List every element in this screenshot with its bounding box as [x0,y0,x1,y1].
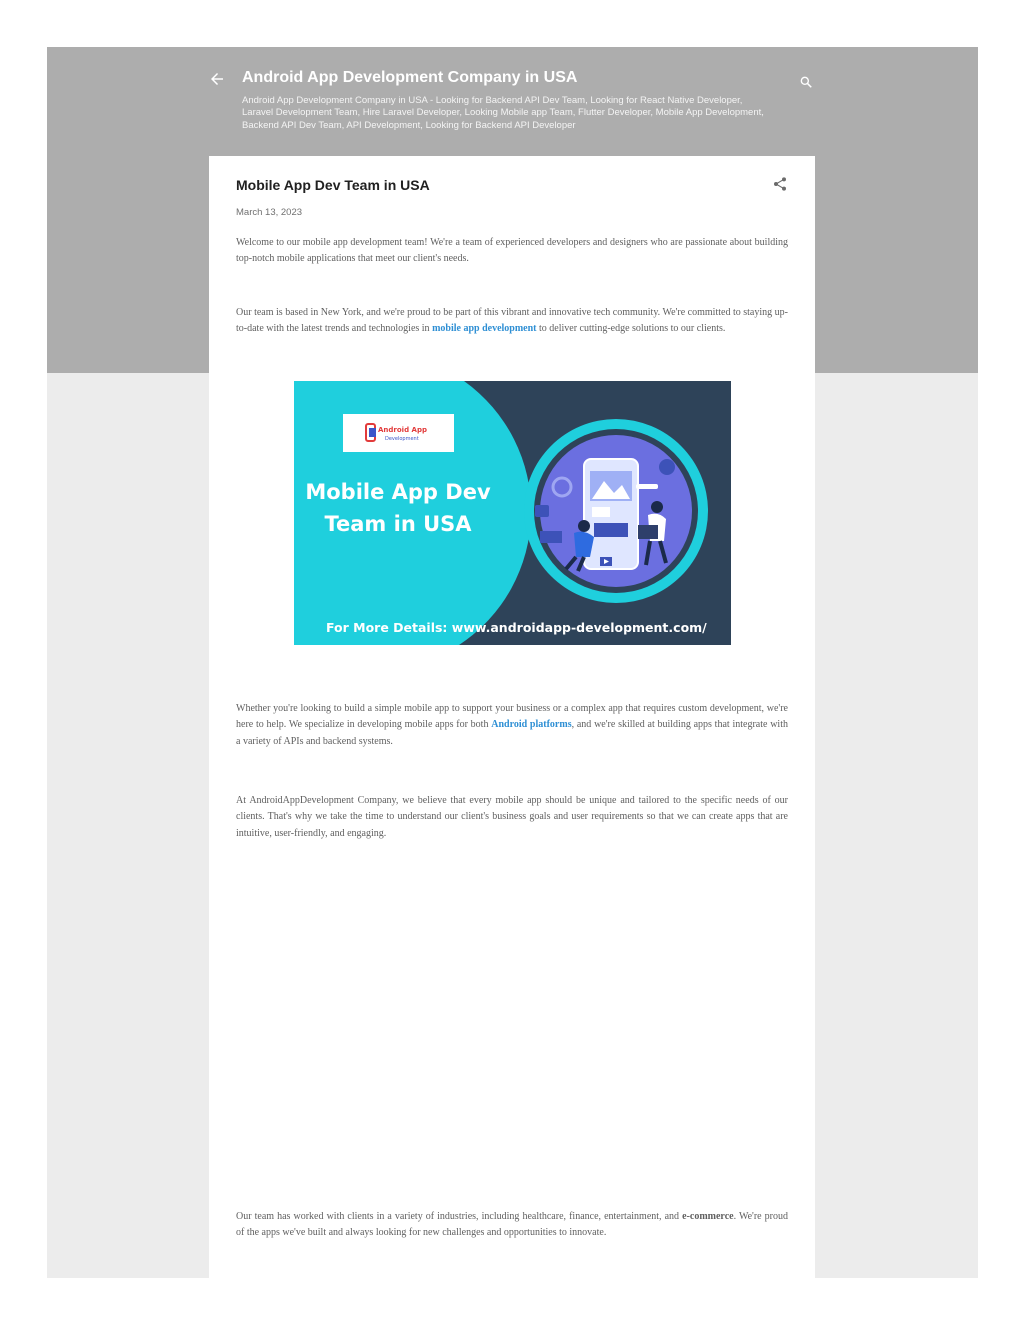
share-icon[interactable] [772,176,788,192]
paragraph-services [236,701,788,750]
paragraph-text: Our team has worked with clients in a variety of industries, including healthcare, finance, entertainment, and [236,1211,683,1222]
logo-text-line1: Android App [378,426,427,434]
banner-headline-line1: Mobile App Dev [305,480,491,504]
paragraph-text: . We're proud of the apps we've built and always looking for new challenges and opportunities to innovate. [236,1211,789,1239]
link-mobile-app-development[interactable]: mobile app development [432,323,537,335]
banner-headline-line2: Team in USA [324,512,472,536]
post-card [209,156,815,1278]
paragraph-text: Our team is based in New York, and we're proud to be part of this vibrant and innovative tech community. We're committed to staying up-to-date with the latest trends and technologies in [236,307,788,335]
paragraph-text: , and we're skilled at building apps that integrate with a variety of APIs and backend systems. [236,719,788,747]
search-icon[interactable] [799,75,813,89]
paragraph-text: Whether you're looking to build a simple mobile app to support your business or a complex app that requires custom development, we're here to help. We specialize in developing mobile apps for both [236,703,788,731]
post-title[interactable]: Mobile App Dev Team in USA [236,177,430,193]
blog-description: Android App Development Company in USA - Looking for Backend API Dev Team, Looking for React Native Developer, Laravel Development Team, Hire Laravel Developer, Looking Mobile app Team, Flutter Developer, Mobile App Development, Backend API Dev Team, API Development, Looking for Backend API Developer [242,95,764,131]
paragraph-industries [236,1209,788,1242]
link-android-platforms[interactable]: Android platforms [491,719,572,731]
arrow-left-icon[interactable] [208,70,226,88]
paragraph-location [236,305,788,338]
paragraph-text: to deliver cutting-edge solutions to our clients. [536,323,726,335]
banner-footer-text: For More Details: www.androidapp-development.com/ [326,620,707,635]
post-date: March 13, 2023 [236,207,303,218]
paragraph-intro: Welcome to our mobile app development team! We're a team of experienced developers and designers who are passionate about building top-notch mobile applications that meet our client's needs. [236,237,788,265]
blog-title[interactable]: Android App Development Company in USA [242,69,578,86]
logo-text-line2: Development [385,436,419,442]
page-frame [47,47,978,1278]
post-banner-image [294,381,731,645]
paragraph-company: At AndroidAppDevelopment Company, we believe that every mobile app should be unique and tailored to the specific needs of our clients. That's why we take the time to understand our client's business goals and user requirements so that we can create apps that are intuitive, user-friendly, and engaging. [236,795,788,839]
ecommerce-bold-text: e-commerce [682,1211,734,1222]
